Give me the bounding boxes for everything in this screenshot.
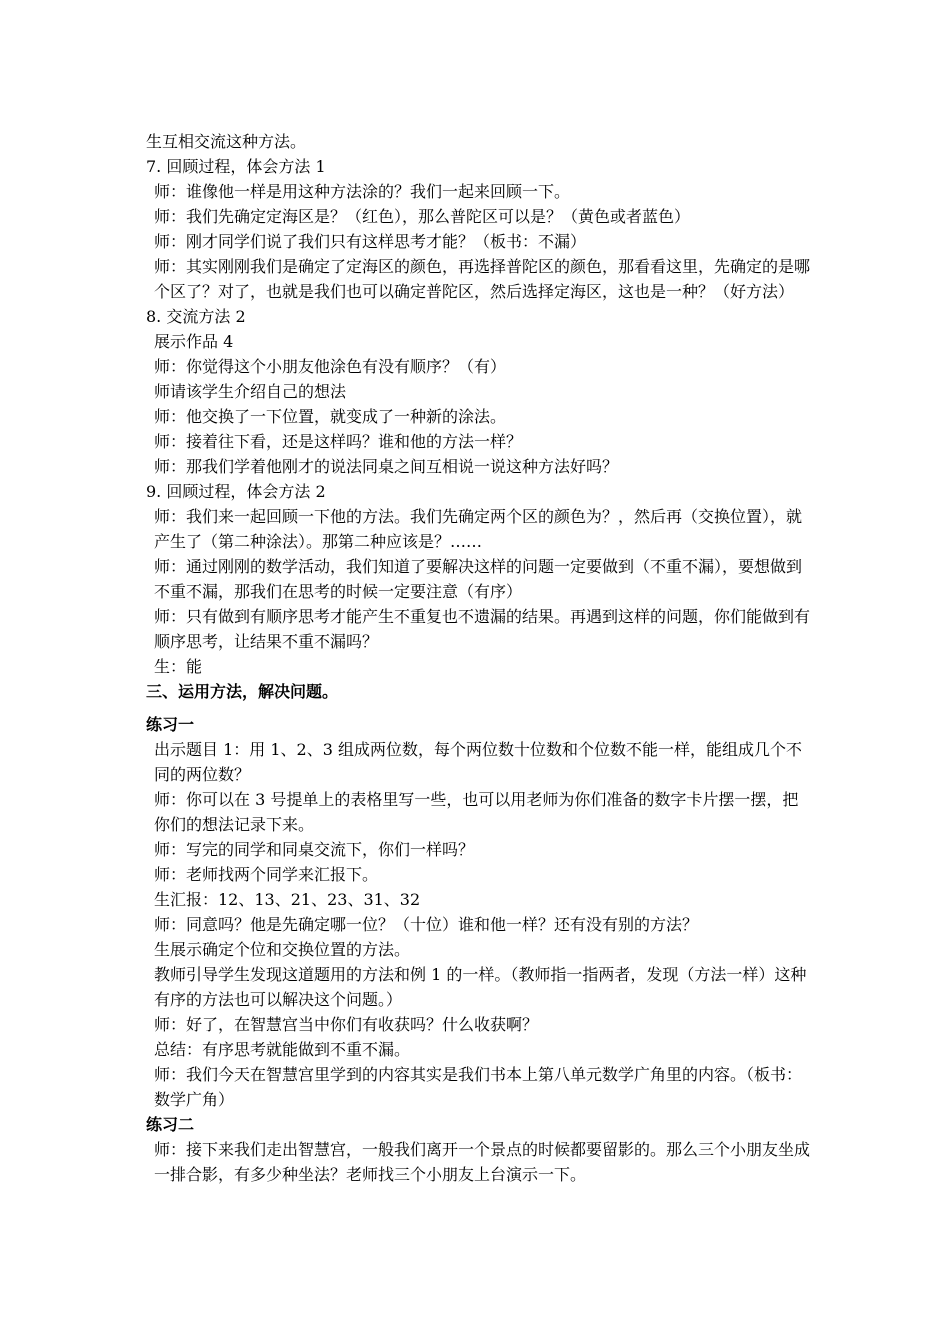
paragraph: 生展示确定个位和交换位置的方法。 <box>154 940 411 959</box>
paragraph: 师：谁像他一样是用这种方法涂的？我们一起来回顾一下。 <box>154 182 571 201</box>
paragraph: 师：我们来一起回顾一下他的方法。我们先确定两个区的颜色为？，然后再（交换位置），就产生了（第二种涂法）。那第二种应该是？…… <box>154 507 803 551</box>
paragraph: 师：你可以在 3 号提单上的表格里写一些，也可以用老师为你们准备的数字卡片摆一摆，把你们的想法记录下来。 <box>154 790 799 834</box>
paragraph: 7. 回顾过程，体会方法 1 <box>146 157 326 176</box>
paragraph: 出示题目 1：用 1、2、3 组成两位数，每个两位数十位数和个位数不能一样，能组成几个不同的两位数？ <box>154 740 802 784</box>
paragraph: 师：其实刚刚我们是确定了定海区的颜色，再选择普陀区的颜色，那看看这里，先确定的是哪个区了？对了，也就是我们也可以确定普陀区，然后选择定海区，这也是一种？（好方法） <box>154 257 811 301</box>
paragraph: 师：我们今天在智慧宫里学到的内容其实是我们书本上第八单元数学广角里的内容。（板书：数学广角） <box>154 1065 803 1109</box>
paragraph: 师：通过刚刚的数学活动，我们知道了要解决这样的问题一定要做到（不重不漏），要想做到不重不漏，那我们在思考的时候一定要注意（有序） <box>154 557 803 601</box>
document-body <box>146 129 814 1187</box>
paragraph: 师：我们先确定定海区是？（红色），那么普陀区可以是？（黄色或者蓝色） <box>154 207 691 226</box>
paragraph: 师：老师找两个同学来汇报下。 <box>154 865 379 884</box>
section-heading: 三、运用方法，解决问题。 <box>146 682 339 701</box>
paragraph: 教师引导学生发现这道题用的方法和例 1 的一样。（教师指一指两者，发现（方法一样）这种有序的方法也可以解决这个问题。） <box>154 965 807 1009</box>
paragraph: 师：他交换了一下位置，就变成了一种新的涂法。 <box>154 407 507 426</box>
section-heading: 练习二 <box>146 1115 195 1134</box>
paragraph: 生汇报：12、13、21、23、31、32 <box>154 890 421 909</box>
paragraph: 师：那我们学着他刚才的说法同桌之间互相说一说这种方法好吗？ <box>154 457 619 476</box>
paragraph: 师请该学生介绍自己的想法 <box>154 382 347 401</box>
paragraph: 总结：有序思考就能做到不重不漏。 <box>154 1040 411 1059</box>
paragraph: 师：好了，在智慧宫当中你们有收获吗？什么收获啊？ <box>154 1015 539 1034</box>
paragraph: 生：能 <box>154 657 203 676</box>
paragraph: 师：刚才同学们说了我们只有这样思考才能？（板书：不漏） <box>154 232 587 251</box>
paragraph: 9. 回顾过程，体会方法 2 <box>146 482 326 501</box>
section-heading: 练习一 <box>146 715 195 734</box>
paragraph: 师：只有做到有顺序思考才能产生不重复也不遗漏的结果。再遇到这样的问题，你们能做到有顺序思考，让结果不重不漏吗？ <box>154 607 811 651</box>
paragraph: 生互相交流这种方法。 <box>146 132 307 151</box>
paragraph: 师：接下来我们走出智慧宫，一般我们离开一个景点的时候都要留影的。那么三个小朋友坐成一排合影，有多少种坐法？老师找三个小朋友上台演示一下。 <box>154 1140 811 1184</box>
paragraph: 师：接着往下看，还是这样吗？谁和他的方法一样？ <box>154 432 523 451</box>
paragraph: 展示作品 4 <box>154 332 234 351</box>
paragraph: 8. 交流方法 2 <box>146 307 246 326</box>
paragraph: 师：同意吗？他是先确定哪一位？（十位）谁和他一样？还有没有别的方法？ <box>154 915 699 934</box>
paragraph: 师：你觉得这个小朋友他涂色有没有顺序？（有） <box>154 357 507 376</box>
paragraph: 师：写完的同学和同桌交流下，你们一样吗？ <box>154 840 475 859</box>
